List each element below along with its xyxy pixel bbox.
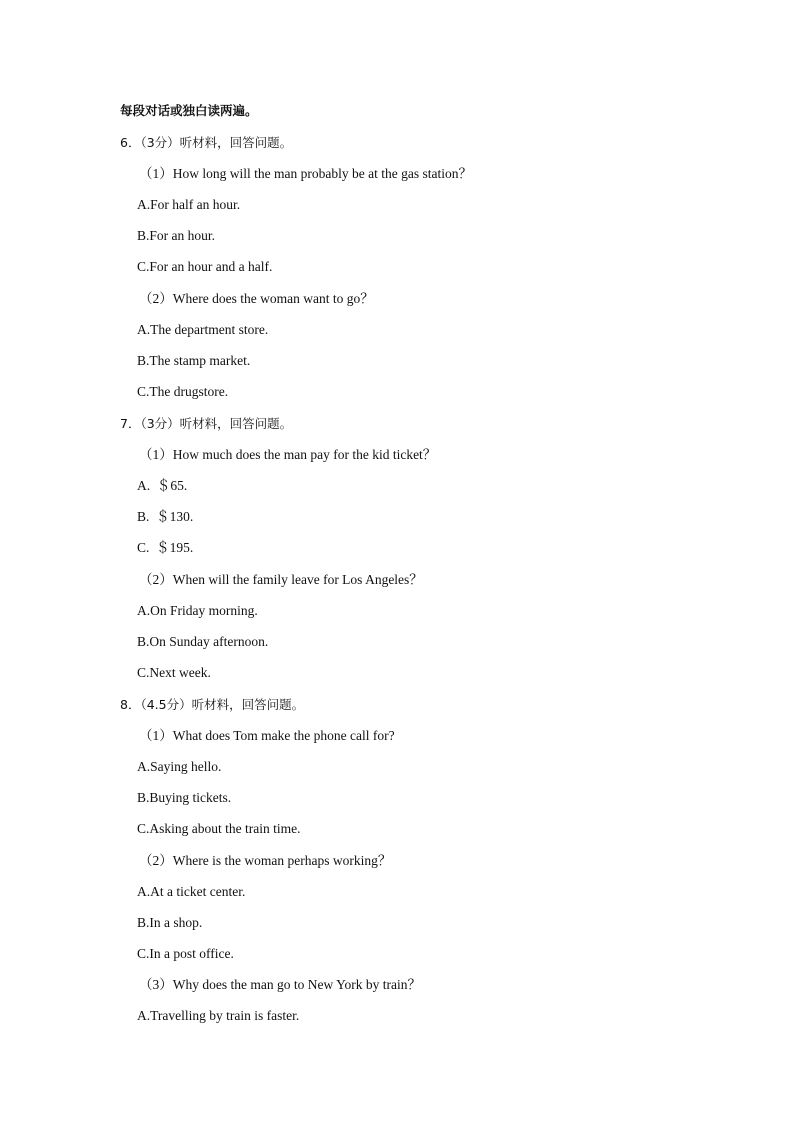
question-8-1-text: （1）What does Tom make the phone call for? [139, 728, 395, 743]
question-6-2-text: （2）Where does the woman want to go？ [139, 291, 374, 306]
question-7-1-text: （1）How much does the man pay for the kid ticket？ [139, 447, 437, 462]
question-8-2-text: （2）Where is the woman perhaps working？ [139, 853, 392, 868]
question-7-1-option-b: B. ＄130. [137, 509, 194, 524]
question-6-2-option-b: B.The stamp market. [137, 353, 251, 368]
question-8-3-text: （3）Why does the man go to New York by train？ [139, 977, 421, 992]
question-8-2-option-a: A.At a ticket center. [137, 884, 246, 899]
question-7-2-text: （2）When will the family leave for Los Angeles？ [139, 572, 423, 587]
instruction-text: 每段对话或独白读两遍。 [120, 103, 258, 118]
question-8-1-option-c: C.Asking about the train time. [137, 821, 301, 836]
question-7-2-option-a: A.On Friday morning. [137, 603, 258, 618]
question-8-1-option-b: B.Buying tickets. [137, 790, 232, 805]
question-6-2-option-a: A.The department store. [137, 322, 269, 337]
question-6-1-option-b: B.For an hour. [137, 228, 216, 243]
question-8-2-option-b: B.In a shop. [137, 915, 203, 930]
question-7-1-option-c: C. ＄195. [137, 540, 194, 555]
question-8-3-option-a: A.Travelling by train is faster. [137, 1008, 300, 1023]
question-8-2-option-c: C.In a post office. [137, 946, 234, 961]
question-8-1-option-a: A.Saying hello. [137, 759, 222, 774]
question-6-1-text: （1）How long will the man probably be at the gas station？ [139, 166, 472, 181]
question-7-2-option-c: C.Next week. [137, 665, 211, 680]
question-6-1-option-a: A.For half an hour. [137, 197, 241, 212]
question-6-1-option-c: C.For an hour and a half. [137, 259, 273, 274]
question-7-header: 7．（3分）听材料，回答问题。 [120, 416, 293, 431]
question-7-1-option-a: A. ＄65. [137, 478, 188, 493]
question-6-header: 6．（3分）听材料，回答问题。 [120, 135, 293, 150]
question-8-header: 8．（4.5分）听材料，回答问题。 [120, 697, 305, 712]
question-6-2-option-c: C.The drugstore. [137, 384, 229, 399]
question-7-2-option-b: B.On Sunday afternoon. [137, 634, 269, 649]
